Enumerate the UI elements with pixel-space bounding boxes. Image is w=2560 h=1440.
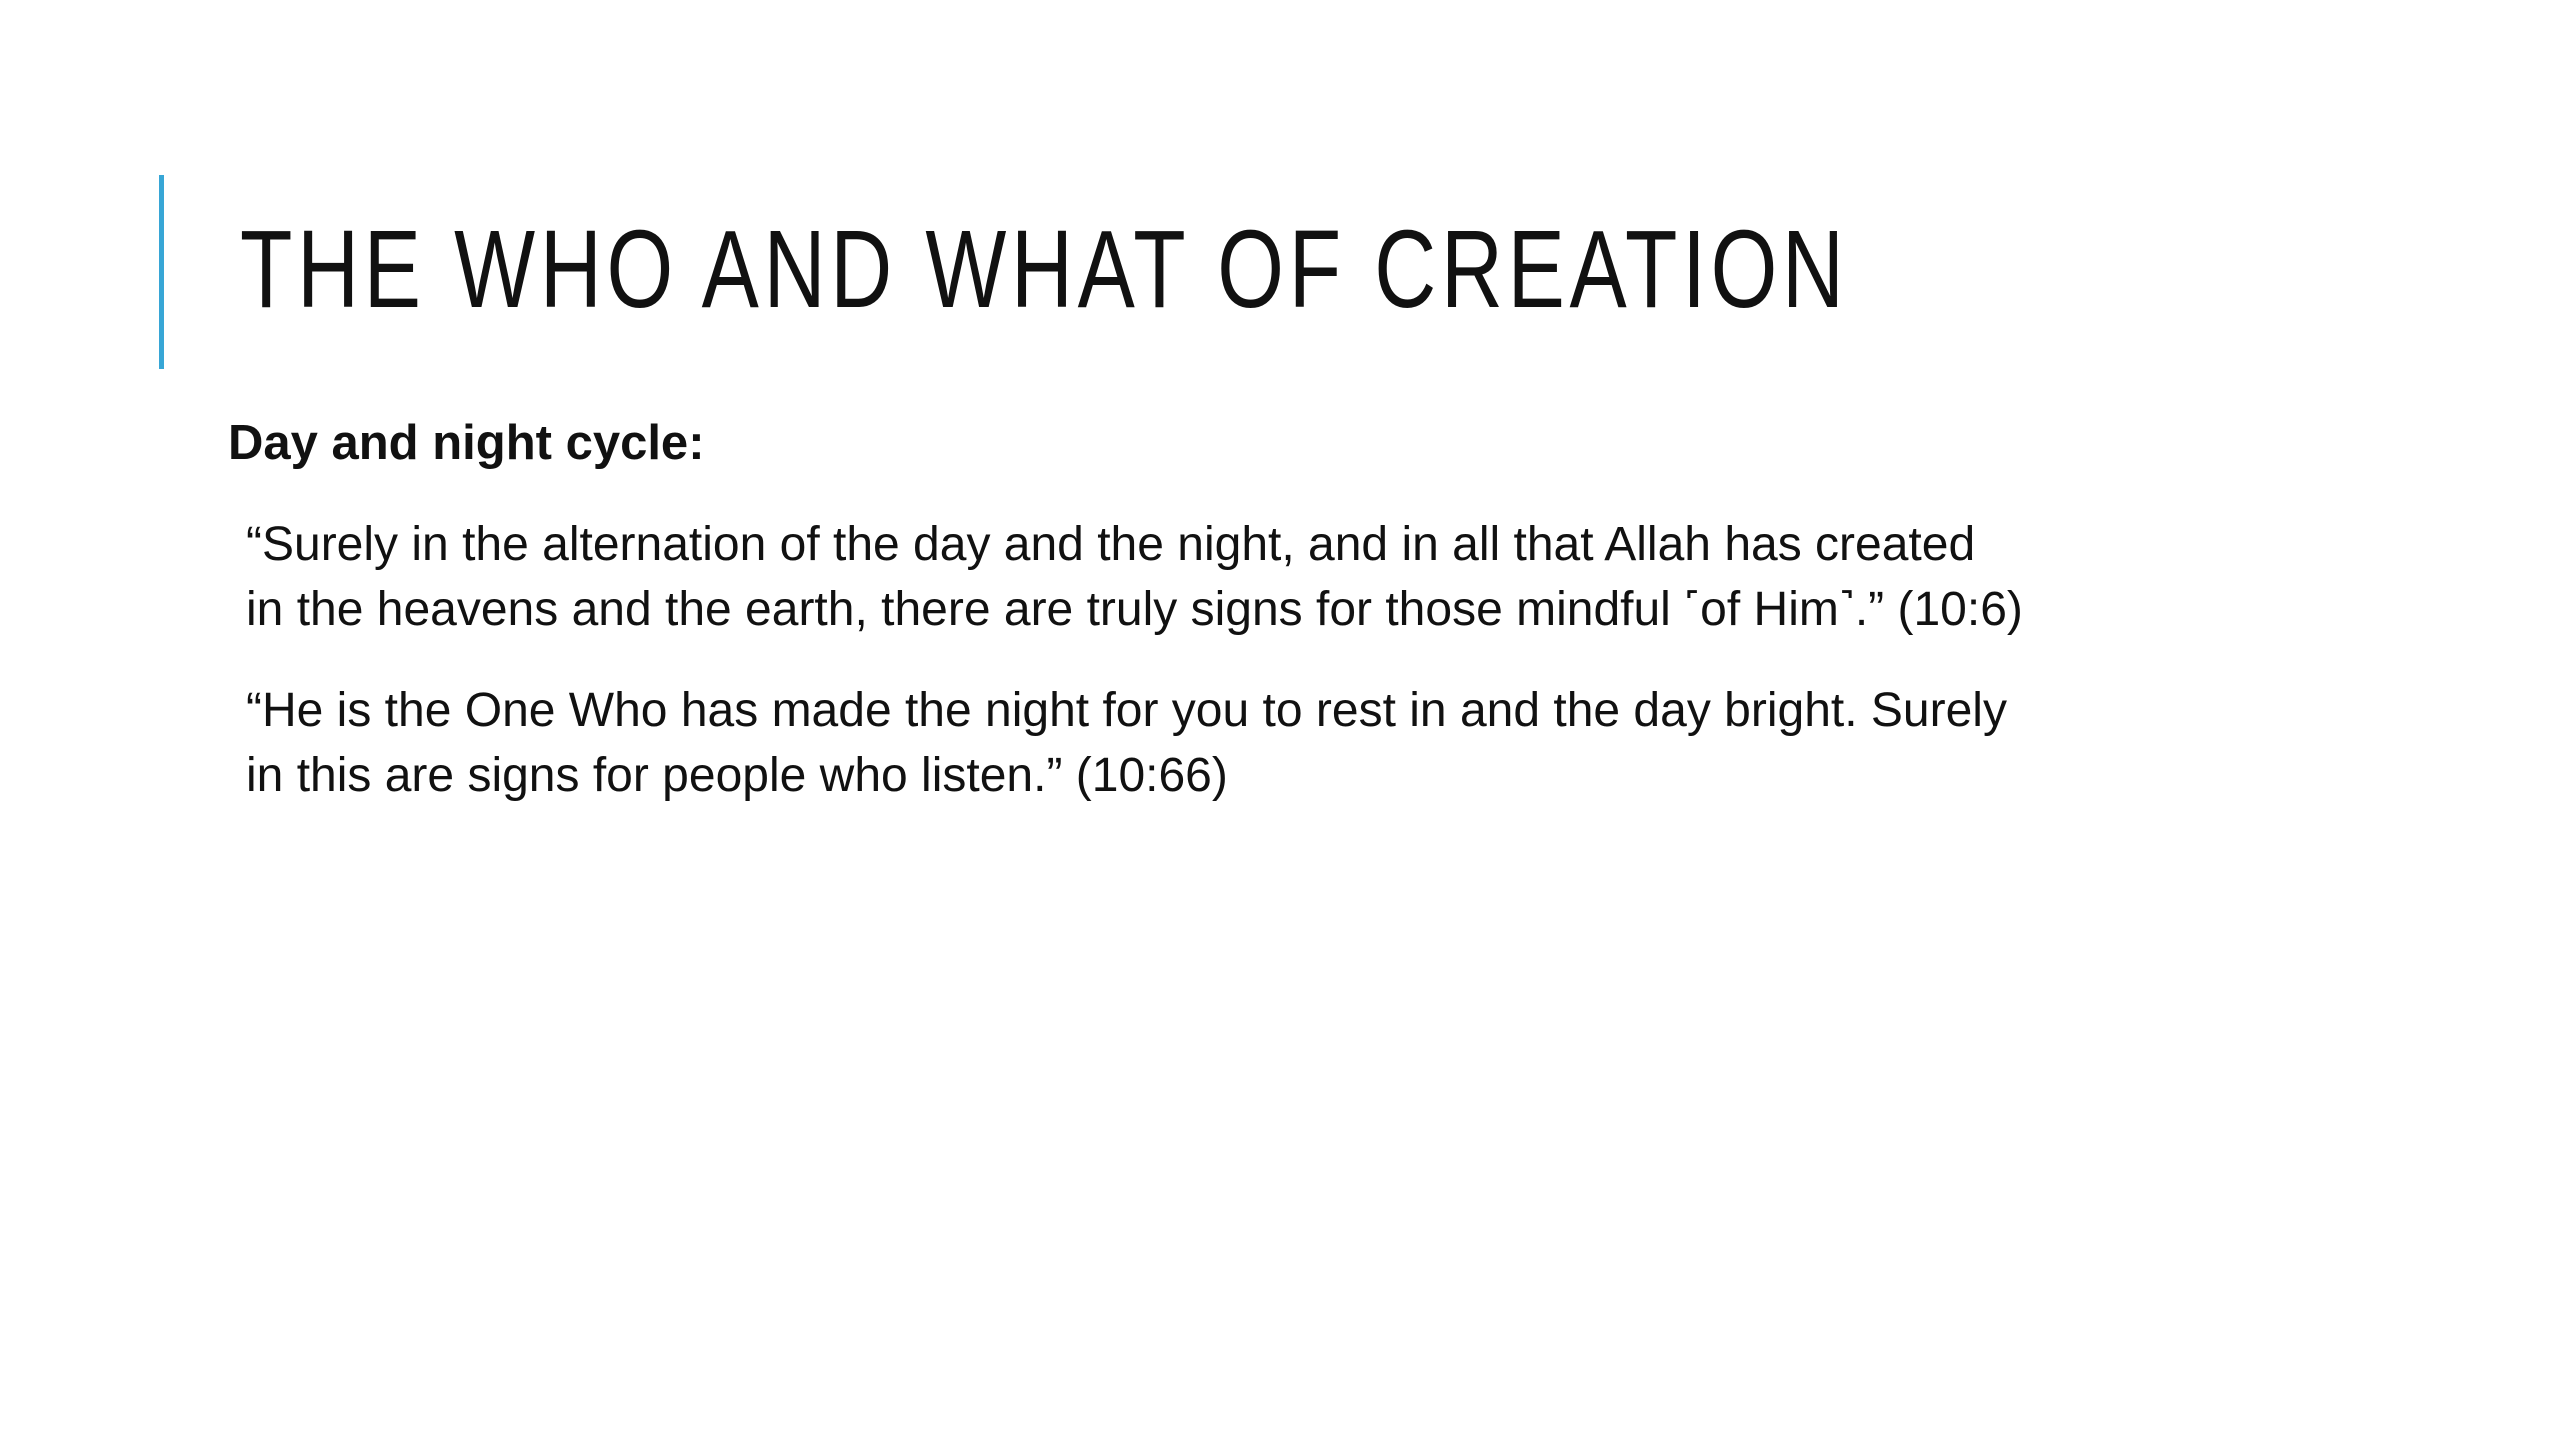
title-accent-bar bbox=[159, 175, 164, 369]
quote-line: in this are signs for people who listen.” (10:66) bbox=[246, 749, 1228, 802]
section-subheading: Day and night cycle: bbox=[228, 416, 705, 470]
quote-block bbox=[246, 678, 2276, 808]
quote-line: in the heavens and the earth, there are truly signs for those mindful ˹of Him˺.” (10:6) bbox=[246, 583, 2023, 636]
quote-line: “Surely in the alternation of the day and the night, and in all that Allah has created bbox=[246, 518, 1976, 571]
quote-line: “He is the One Who has made the night for you to rest in and the day bright. Surely bbox=[246, 684, 2007, 737]
slide-title: THE WHO AND WHAT OF CREATION bbox=[240, 208, 1849, 331]
quote-block bbox=[246, 512, 2276, 642]
